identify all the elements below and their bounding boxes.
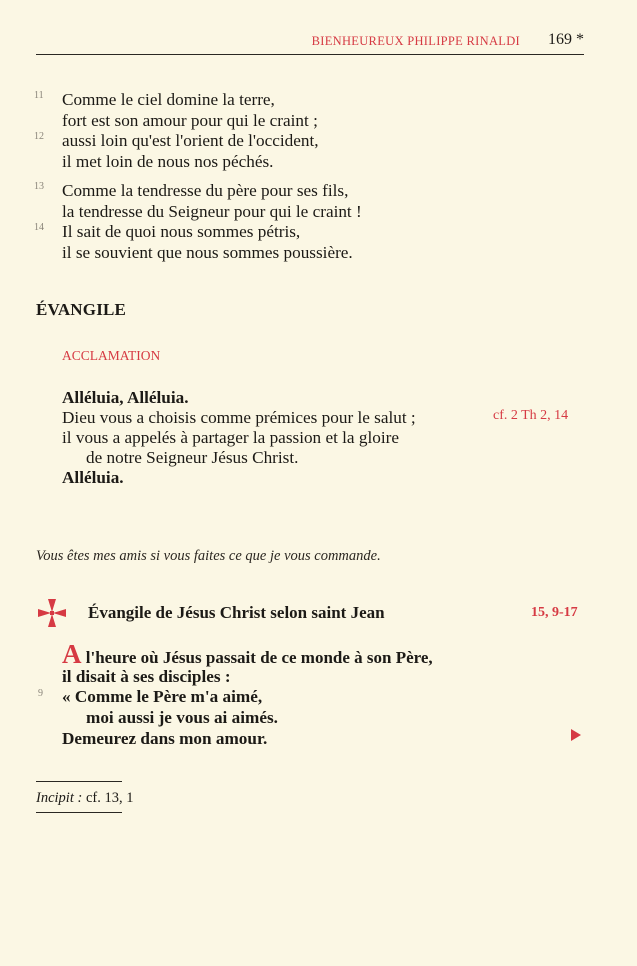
continue-arrow-icon <box>571 729 581 741</box>
maltese-cross-icon <box>36 597 68 629</box>
verse-number-13: 13 <box>34 181 44 192</box>
section-heading-evangile: ÉVANGILE <box>36 300 127 319</box>
alleluia-line: Alléluia, Alléluia. <box>62 388 189 407</box>
footnote-rule-bottom <box>36 812 122 813</box>
gospel-line-4: moi aussi je vous ai aimés. <box>86 708 278 727</box>
verse-number-12: 12 <box>34 131 44 142</box>
drop-cap: A <box>62 639 82 669</box>
acclamation-verse-line: il vous a appelés à partager la passion et la gloire <box>62 428 399 447</box>
verse-number-11: 11 <box>34 90 44 101</box>
psalm-line: Comme le ciel domine la terre, <box>62 90 275 109</box>
psalm-line: la tendresse du Seigneur pour qui le craint ! <box>62 202 362 221</box>
psalm-line: il se souvient que nous sommes poussière. <box>62 243 353 262</box>
verse-number-9: 9 <box>38 688 43 699</box>
gospel-title: Évangile de Jésus Christ selon saint Jean <box>88 603 385 622</box>
gospel-line-3: « Comme le Père m'a aimé, <box>62 687 263 706</box>
footnote-text: cf. 13, 1 <box>82 790 134 806</box>
psalm-line: Il sait de quoi nous sommes pétris, <box>62 222 301 241</box>
footnote-label: Incipit : <box>36 790 83 806</box>
footnote <box>36 790 133 807</box>
psalm-line: fort est son amour pour qui le craint ; <box>62 111 318 130</box>
psalm-line: il met loin de nous nos péchés. <box>62 152 274 171</box>
gospel-line-5: Demeurez dans mon amour. <box>62 729 268 748</box>
acclamation-reference: cf. 2 Th 2, 14 <box>493 408 569 423</box>
verse-number-14: 14 <box>34 222 44 233</box>
gospel-line-2: il disait à ses disciples : <box>62 667 231 686</box>
antiphon-text: Vous êtes mes amis si vous faites ce que je vous commande. <box>36 548 381 564</box>
psalm-line: aussi loin qu'est l'orient de l'occident, <box>62 131 319 150</box>
running-header-title: BIENHEUREUX PHILIPPE RINALDI <box>311 34 520 48</box>
header-rule <box>36 54 584 55</box>
acclamation-verse-line: Dieu vous a choisis comme prémices pour le salut ; <box>62 408 416 427</box>
page-number: 169 * <box>548 31 584 48</box>
psalm-line: Comme la tendresse du père pour ses fils, <box>62 181 349 200</box>
acclamation-verse-line: de notre Seigneur Jésus Christ. <box>86 448 299 467</box>
acclamation-label: ACCLAMATION <box>62 348 161 363</box>
gospel-first-line <box>62 641 433 668</box>
footnote-rule-top <box>36 781 122 782</box>
gospel-line-1-text: l'heure où Jésus passait de ce monde à son Père, <box>81 648 433 667</box>
alleluia-closing: Alléluia. <box>62 468 124 487</box>
gospel-reference: 15, 9-17 <box>531 605 578 620</box>
